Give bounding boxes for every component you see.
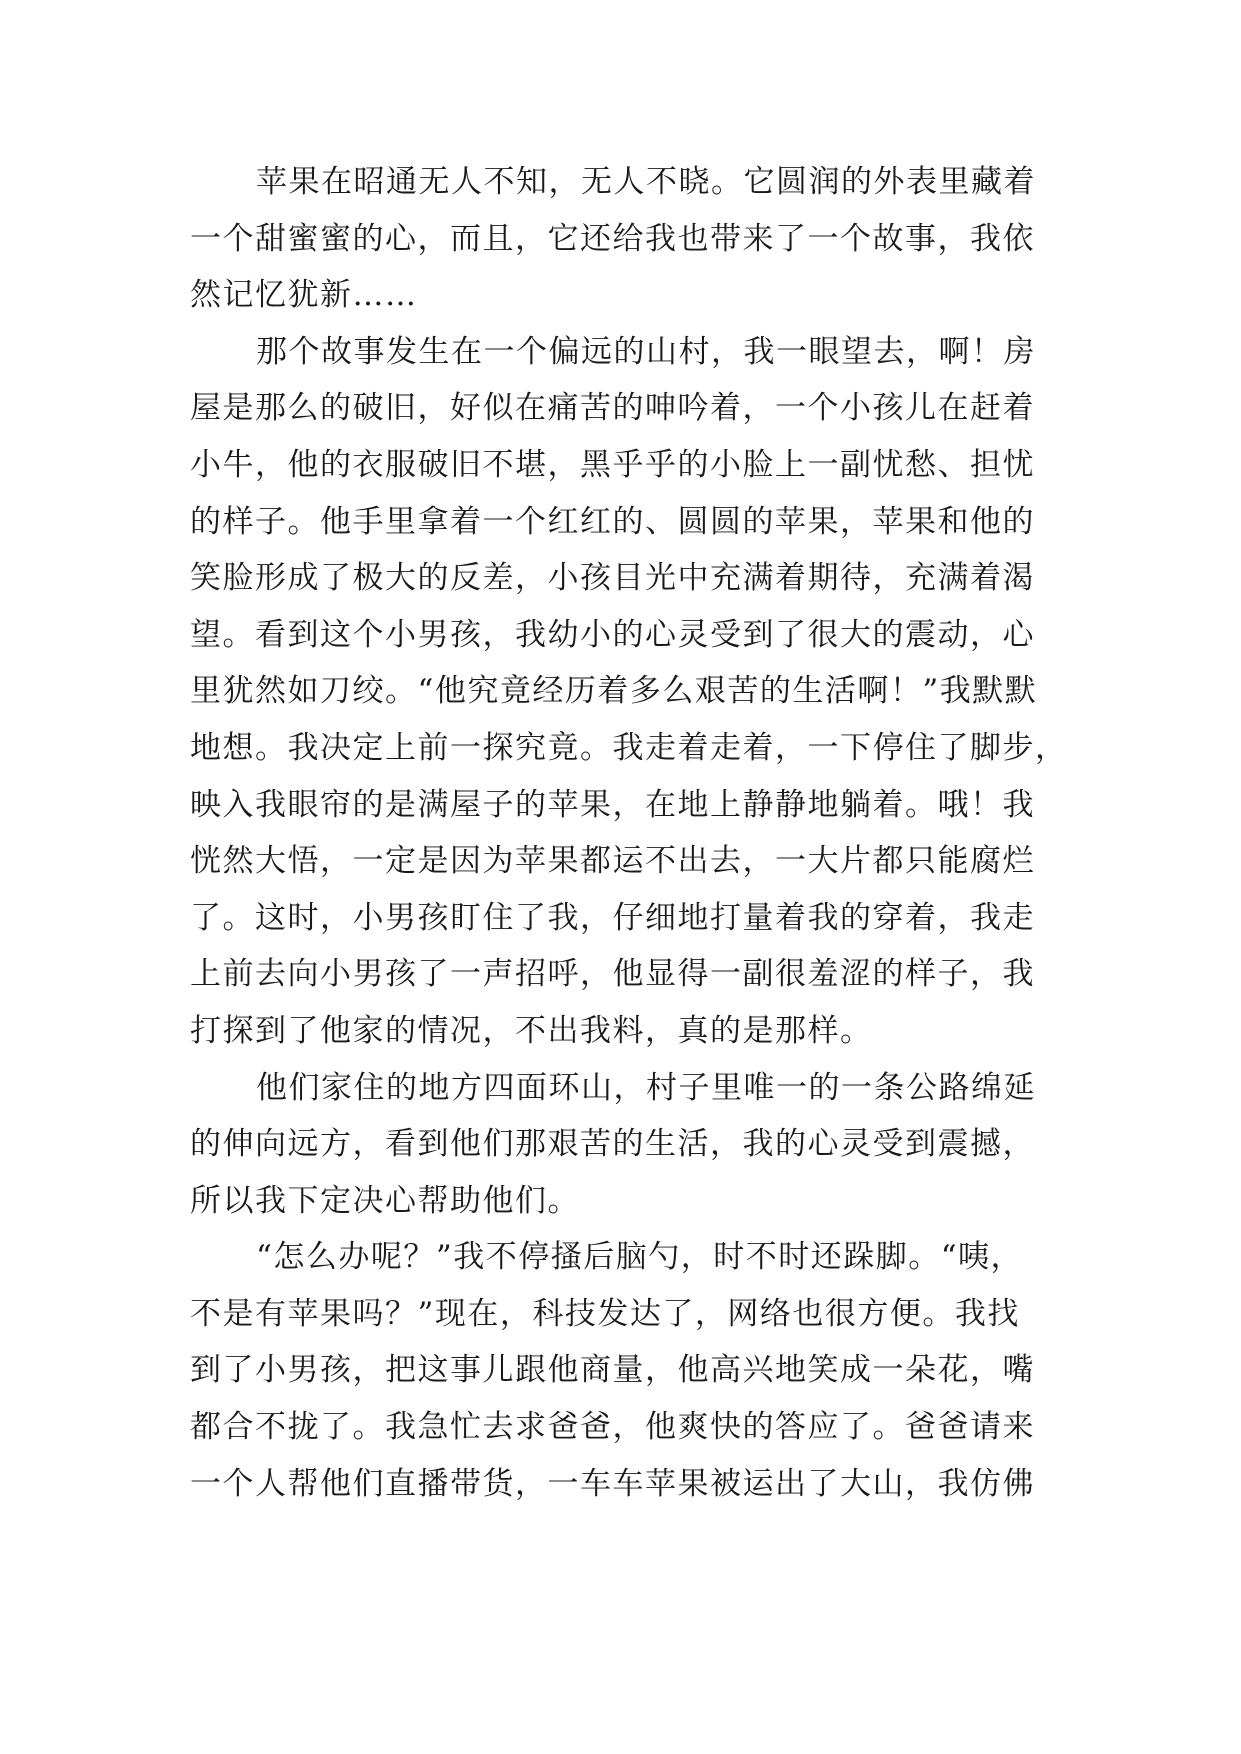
text-line: 的样子。他手里拿着一个红红的、圆圆的苹果，苹果和他的 bbox=[190, 503, 1035, 540]
text-line: 笑脸形成了极大的反差，小孩目光中充满着期待，充满着渴 bbox=[190, 560, 1035, 597]
text-line: 上前去向小男孩了一声招呼，他显得一副很羞涩的样子，我 bbox=[190, 956, 1035, 993]
text-line: 映入我眼帘的是满屋子的苹果，在地上静静地躺着。哦！我 bbox=[190, 786, 1035, 823]
text-line: 地想。我决定上前一探究竟。我走着走着，一下停住了脚步， bbox=[190, 729, 1068, 766]
text-line: 里犹然如刀绞。“他究竟经历着多么艰苦的生活啊！”我默默 bbox=[190, 673, 1038, 710]
text-line: 小牛，他的衣服破旧不堪，黑乎乎的小脸上一副忧愁、担忧 bbox=[190, 446, 1035, 483]
text-line: 不是有苹果吗？”现在，科技发达了，网络也很方便。我找 bbox=[190, 1295, 1020, 1332]
text-line: 那个故事发生在一个偏远的山村，我一眼望去，啊！房 bbox=[256, 333, 1036, 370]
text-line: 望。看到这个小男孩，我幼小的心灵受到了很大的震动，心 bbox=[190, 616, 1035, 653]
text-line: 一个甜蜜蜜的心，而且，它还给我也带来了一个故事，我依 bbox=[190, 220, 1035, 257]
text-line: 了。这时，小男孩盯住了我，仔细地打量着我的穿着，我走 bbox=[190, 899, 1035, 936]
text-line: 然记忆犹新…… bbox=[190, 277, 418, 314]
text-line: 屋是那么的破旧，好似在痛苦的呻吟着，一个小孩儿在赶着 bbox=[190, 390, 1035, 427]
text-line: 都合不拢了。我急忙去求爸爸，他爽快的答应了。爸爸请来 bbox=[190, 1409, 1035, 1446]
text-line: 所以我下定决心帮助他们。 bbox=[190, 1182, 580, 1219]
text-line: 恍然大悟，一定是因为苹果都运不出去，一大片都只能腐烂 bbox=[190, 843, 1035, 880]
text-line: 到了小男孩，把这事儿跟他商量，他高兴地笑成一朵花，嘴 bbox=[190, 1352, 1035, 1389]
text-line: 一个人帮他们直播带货，一车车苹果被运出了大山，我仿佛 bbox=[190, 1465, 1035, 1502]
text-line: “怎么办呢？”我不停搔后脑勺，时不时还跺脚。“咦， bbox=[256, 1239, 1024, 1276]
body-text bbox=[190, 154, 1070, 1512]
text-line: 的伸向远方，看到他们那艰苦的生活，我的心灵受到震撼， bbox=[190, 1126, 1035, 1163]
text-line: 苹果在昭通无人不知，无人不晓。它圆润的外表里藏着 bbox=[256, 164, 1036, 200]
text-line: 他们家住的地方四面环山，村子里唯一的一条公路绵延 bbox=[256, 1069, 1036, 1106]
text-line: 打探到了他家的情况，不出我料，真的是那样。 bbox=[190, 1012, 873, 1049]
